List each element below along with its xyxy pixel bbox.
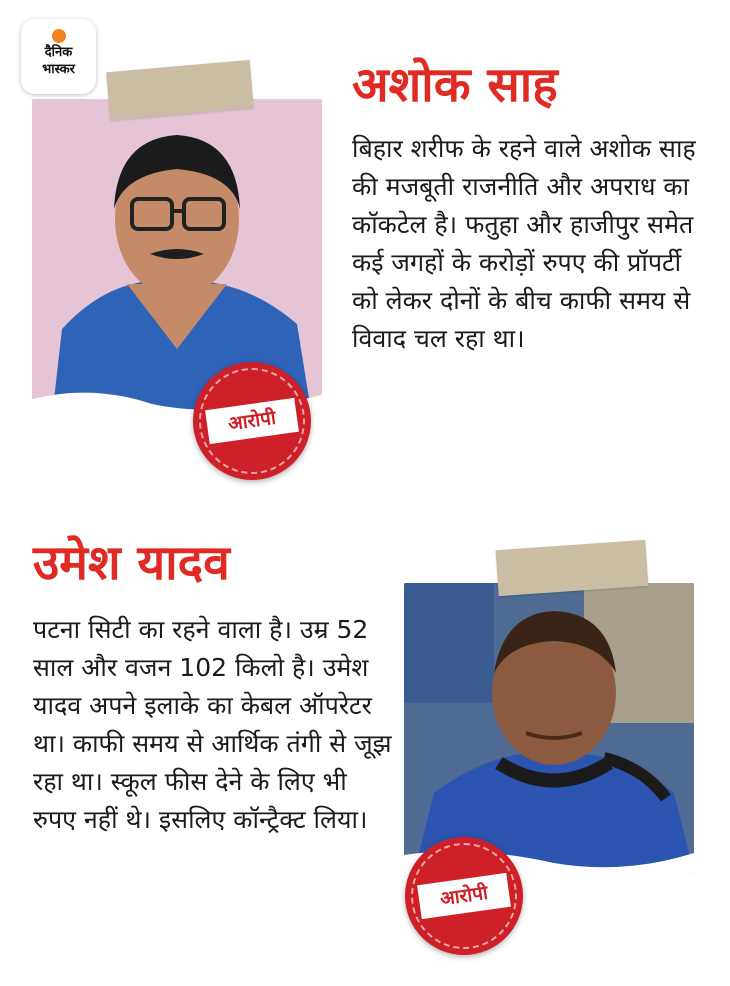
accused-stamp: [405, 837, 523, 955]
profile2-description: पटना सिटी का रहने वाला है। उम्र 52 साल और वजन 102 किलो है। उमेश यादव अपने इलाके का केबल ऑपरेटर था। काफी समय से आर्थिक तंगी से जूझ रहा था। स्कूल फीस देने के लिए भी रुपए नहीं थे। इसलिए कॉन्ट्रैक्ट लिया।: [33, 615, 392, 834]
profile1-name: अशोक साह: [352, 57, 558, 113]
person-illustration-2: [404, 583, 694, 873]
dainik-bhaskar-logo: [21, 19, 96, 94]
sun-icon: [52, 29, 66, 43]
stamp-label: आरोपी: [417, 873, 511, 919]
photo-umesh-yadav: [404, 583, 694, 873]
stamp-label: आरोपी: [205, 398, 299, 444]
accused-stamp: [193, 362, 311, 480]
logo-text-line2: भास्कर: [42, 62, 75, 77]
logo-text-line1: दैनिक: [44, 45, 73, 60]
profile2-name: उमेश यादव: [33, 535, 230, 591]
profile1-description: बिहार शरीफ के रहने वाले अशोक साह की मजबूती राजनीति और अपराध का कॉकटेल है। फतुहा और हाजीपुर समेत कई जगहों के करोड़ों रुपए की प्रॉपर्टी को लेकर दोनों के बीच काफी समय से विवाद चल रहा था।: [352, 134, 696, 353]
